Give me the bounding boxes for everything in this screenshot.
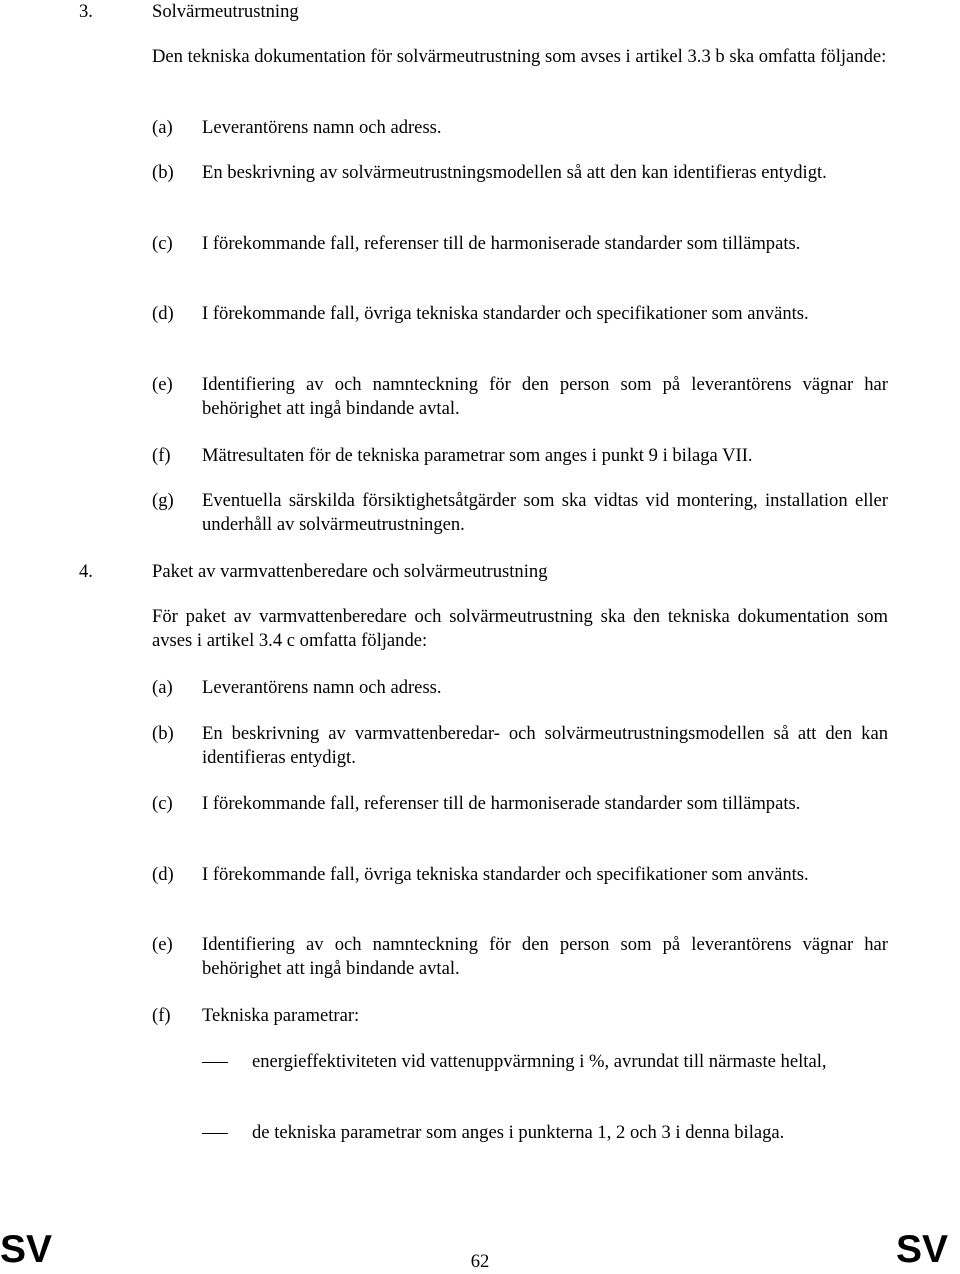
footer-language-left: SV [0,1228,53,1271]
section-4-intro: För paket av varmvattenberedare och solvärmeutrustning ska den tekniska dokumentation som avses i artikel 3.4 c omfatta följande: [152,606,888,651]
list-item-label: (c) [152,793,173,814]
dash-bullet [202,1062,228,1063]
list-item-text: Tekniska parametrar: [202,1005,360,1026]
list-item-label: (e) [152,374,173,395]
list-item-label: (f) [152,445,171,466]
list-item-text: I förekommande fall, övriga tekniska standarder och specifikationer som använts. [202,303,809,324]
section-3-intro: Den tekniska dokumentation för solvärmeutrustning som avses i artikel 3.3 b ska omfatta följande: [152,46,887,67]
section-4-number: 4. [79,561,93,582]
list-item-text: I förekommande fall, övriga tekniska standarder och specifikationer som använts. [202,864,809,885]
list-item-label: (f) [152,1005,171,1026]
list-item-label: (d) [152,864,174,885]
list-item-label: (b) [152,723,174,744]
list-item-label: (d) [152,303,174,324]
list-item-label: (g) [152,490,174,511]
list-item-text: Mätresultaten för de tekniska parametrar som anges i punkt 9 i bilaga VII. [202,445,753,466]
list-item-text: Leverantörens namn och adress. [202,677,442,698]
list-item-label: (c) [152,233,173,254]
list-item-text: I förekommande fall, referenser till de harmoniserade standarder som tillämpats. [202,793,801,814]
list-item-text: Identifiering av och namnteckning för den person som på leverantörens vägnar har behörighet att ingå bindande avtal. [202,374,888,419]
list-item-text: I förekommande fall, referenser till de harmoniserade standarder som tillämpats. [202,233,801,254]
list-item-text: En beskrivning av solvärmeutrustningsmodellen så att den kan identifieras entydigt. [202,162,827,183]
page-number: 62 [470,1251,490,1272]
footer-language-right: SV [896,1228,949,1271]
list-item-label: (a) [152,117,173,138]
section-4-heading: Paket av varmvattenberedare och solvärmeutrustning [152,561,548,582]
list-item-label: (b) [152,162,174,183]
sub-list-item: de tekniska parametrar som anges i punkterna 1, 2 och 3 i denna bilaga. [252,1122,785,1143]
list-item-text: Identifiering av och namnteckning för den person som på leverantörens vägnar har behörighet att ingå bindande avtal. [202,934,888,979]
list-item-label: (a) [152,677,173,698]
section-3-heading: Solvärmeutrustning [152,1,299,22]
list-item-label: (e) [152,934,173,955]
list-item-text: Eventuella särskilda försiktighetsåtgärder som ska vidtas vid montering, installation eller underhåll av solvärmeutrustningen. [202,490,888,535]
section-3-number: 3. [79,1,93,22]
dash-bullet [202,1133,228,1134]
list-item-text: Leverantörens namn och adress. [202,117,442,138]
sub-list-item: energieffektiviteten vid vattenuppvärmning i %, avrundat till närmaste heltal, [252,1051,827,1072]
list-item-text: En beskrivning av varmvattenberedar- och solvärmeutrustningsmodellen så att den kan identifieras entydigt. [202,723,888,768]
